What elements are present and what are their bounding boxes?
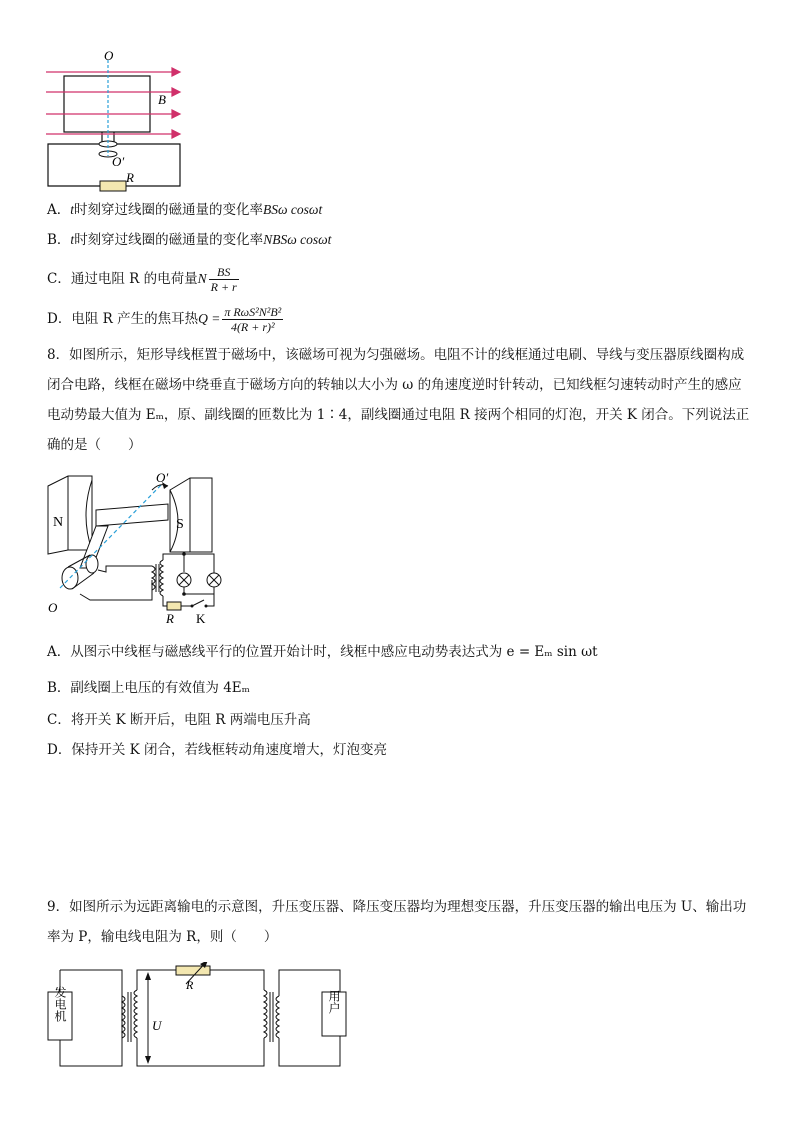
q8-option-b: B．副线圈上电压的有效值为 4Eₘ bbox=[47, 680, 250, 696]
q8-option-a: A．从图示中线框与磁感线平行的位置开始计时，线框中感应电动势表达式为 e = Eₘ sin ωt bbox=[47, 644, 598, 660]
label-s: S bbox=[176, 517, 184, 532]
label-n: N bbox=[53, 515, 64, 530]
resistor-r bbox=[100, 181, 126, 191]
fraction-numerator: π RωS²N²B² bbox=[224, 305, 282, 319]
label-o: O bbox=[48, 600, 58, 615]
label-u: U bbox=[152, 1018, 162, 1033]
q7-option-a bbox=[47, 200, 322, 220]
option-label: D． bbox=[47, 311, 72, 327]
label-o: O bbox=[104, 48, 114, 63]
option-expr: NBSω cosωt bbox=[263, 232, 332, 247]
fraction-numerator: BS bbox=[209, 265, 239, 280]
fraction-denominator: R + r bbox=[210, 280, 237, 294]
fraction-denominator: 4(R + r)² bbox=[230, 320, 275, 334]
figure-coil-in-field bbox=[40, 40, 200, 200]
option-expr: Q = bbox=[198, 311, 221, 326]
fraction bbox=[209, 265, 239, 294]
user-label: 用户 bbox=[327, 990, 341, 1014]
q8-option-d: D．保持开关 K 闭合，若线框转动角速度增大，灯泡变亮 bbox=[47, 742, 387, 758]
fraction bbox=[222, 305, 283, 334]
option-var: t bbox=[70, 232, 75, 247]
option-label: B． bbox=[47, 232, 71, 248]
option-label: A． bbox=[47, 202, 71, 218]
label-r: R bbox=[186, 978, 194, 992]
option-text: 通过电阻 R 的电荷量 bbox=[70, 271, 198, 287]
q9-stem: 9．如图所示为远距离输电的示意图，升压变压器、降压变压器均为理想变压器，升压变压器的输出电压为 U、输出功率为 P，输电线电阻为 R，则（ ） bbox=[47, 899, 747, 945]
label-k: K bbox=[196, 611, 206, 626]
label-r: R bbox=[126, 170, 134, 185]
label-b: B bbox=[158, 92, 166, 107]
option-var: t bbox=[70, 202, 75, 217]
label-o-prime: O′ bbox=[112, 154, 125, 169]
option-text: 电阻 R 产生的焦耳热 bbox=[71, 311, 199, 327]
resistor-r bbox=[167, 602, 181, 610]
label-r: R bbox=[166, 611, 174, 626]
option-text: 时刻穿过线圈的磁通量的变化率 bbox=[74, 232, 264, 248]
q7-option-c bbox=[47, 262, 241, 296]
option-text: 时刻穿过线圈的磁通量的变化率 bbox=[74, 202, 264, 218]
q7-option-b bbox=[47, 230, 331, 250]
option-expr: BSω cosωt bbox=[263, 202, 323, 217]
q8-option-c: C．将开关 K 断开后，电阻 R 两端电压升高 bbox=[47, 712, 311, 728]
label-o-prime: O′ bbox=[156, 470, 169, 485]
option-expr: N bbox=[197, 271, 207, 286]
q7-option-d bbox=[47, 302, 285, 336]
figure-power-transmission bbox=[40, 962, 360, 1078]
generator-label: 发电机 bbox=[53, 986, 67, 1022]
figure-generator-transformer bbox=[40, 468, 240, 628]
option-label: C． bbox=[47, 271, 71, 287]
q8-stem: 8．如图所示，矩形导线框置于磁场中，该磁场可视为匀强磁场。电阻不计的线框通过电刷、导线与变压器原线圈构成闭合电路，线框在磁场中绕垂直于磁场方向的转轴以大小为 ω 的角速度逆时针转动，已知线框匀速转动时产生的感应电动势最大值为 Eₘ，原、副线圈的匝数比为 1∶4，副线圈通过电阻 R 接两个相同的灯泡，开关 K 闭合。下列说法正确的是（ ） bbox=[47, 347, 750, 453]
